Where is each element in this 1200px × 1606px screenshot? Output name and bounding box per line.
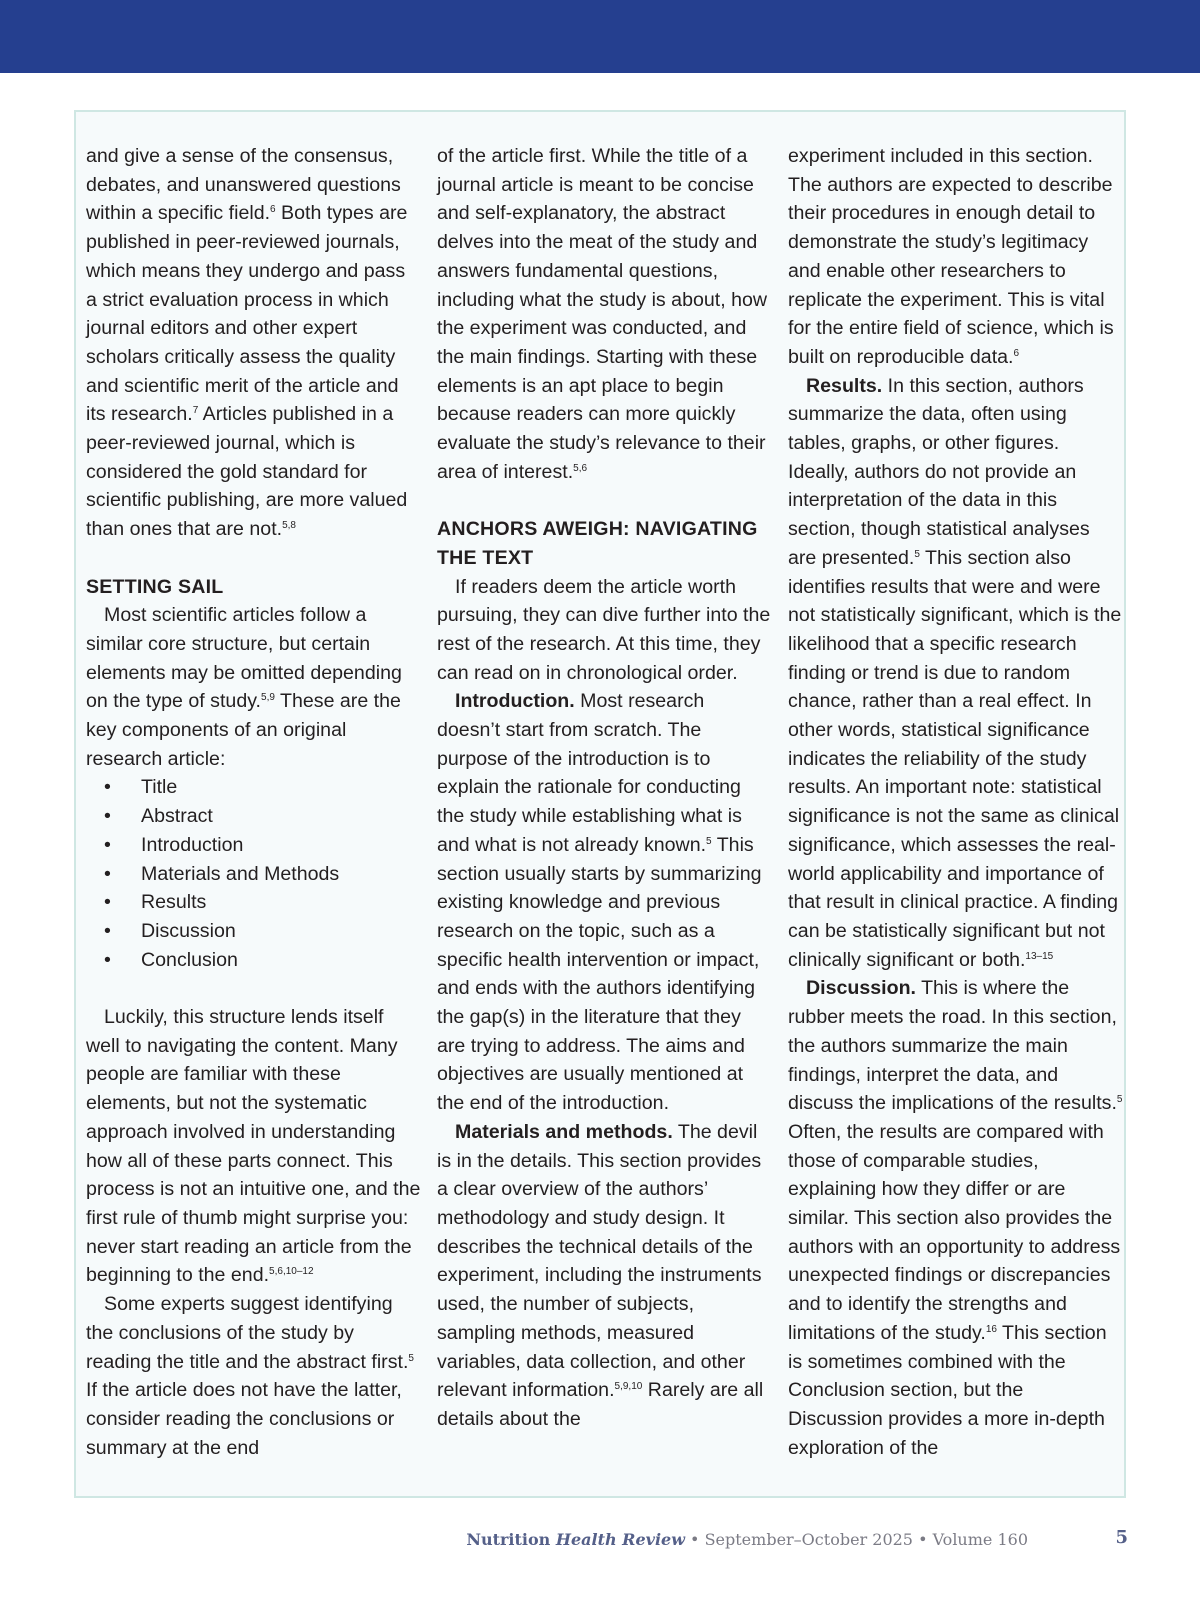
list-item: • Materials and Methods bbox=[86, 860, 421, 889]
citation: 5,9 bbox=[261, 692, 275, 704]
page-number: 5 bbox=[1115, 1527, 1128, 1548]
citation: 5 bbox=[706, 835, 712, 847]
list-item: • Title bbox=[86, 773, 421, 802]
components-list bbox=[86, 773, 421, 974]
list-item: • Conclusion bbox=[86, 946, 421, 975]
list-item: • Results bbox=[86, 888, 421, 917]
paragraph: Most scientific articles follow a similar core structure, but certain elements may be omitted depending on the type of study.$^{5,9}$ These are the key components of an original research article: bbox=[86, 604, 402, 770]
citation: 16 bbox=[985, 1323, 997, 1335]
subsection-label: Introduction. bbox=[455, 690, 575, 713]
citation: 7 bbox=[192, 405, 199, 417]
citation: 6 bbox=[1013, 347, 1020, 359]
citation: 5,6,10–12 bbox=[269, 1266, 314, 1278]
section-heading: SETTING SAIL bbox=[86, 575, 224, 598]
volume: Volume 160 bbox=[932, 1530, 1028, 1549]
paragraph: Materials and methods. The devil is in the details. This section provides a clear overview of the authors’ methodology and study design. It describes the technical details of the experiment, including the instruments used, the number of subjects, sampling methods, measured variables, data collection, and other relevant information.$^{5,9,10}$ Rarely are all details about the bbox=[437, 1120, 764, 1430]
bullet-icon: • bbox=[104, 776, 111, 799]
paragraph: Introduction. Most research doesn’t start from scratch. The purpose of the introduction is to explain the rationale for conducting the study while establishing what is and what is not already known.$^5$ This section usually starts by summarizing existing knowledge and previous research on the topic, such as a specific health intervention or impact, and ends with the authors identifying the gap(s) in the literature that they are trying to address. The aims and objectives are usually mentioned at the end of the introduction. bbox=[437, 690, 762, 1115]
column-2 bbox=[437, 142, 772, 1434]
citation: 5,9,10 bbox=[614, 1381, 643, 1393]
magazine-title: Nutrition Health Review bbox=[466, 1530, 685, 1549]
paragraph: Luckily, this structure lends itself well to navigating the content. Many people are familiar with these elements, but not the systematic approach involved in understanding how all of these parts connect. This process is not an intuitive one, and the first rule of thumb might surprise you: never start reading an article from the beginning to the end.$^{5,6,10-12}$ bbox=[86, 1006, 421, 1287]
citation: 13–15 bbox=[1025, 950, 1054, 962]
bullet-icon: • bbox=[104, 862, 111, 885]
issue-date: September–October 2025 bbox=[704, 1530, 913, 1549]
bullet-icon: • bbox=[104, 948, 111, 971]
paragraph: and give a sense of the consensus, debates, and unanswered questions within a specific field.$^6$ Both types are published in peer-reviewed journals, which means they undergo and pass a strict evaluation process in which journal editors and other expert scholars critically assess the quality and scientific merit of the article and its research.$^7$ Articles published in a peer-reviewed journal, which is considered the gold standard for scientific publishing, are more valued than ones that are not.$^{5,8}$ bbox=[86, 145, 408, 541]
header-band bbox=[0, 0, 1200, 73]
paragraph: Results. In this section, authors summarize the data, often using tables, graphs, or other figures. Ideally, authors do not provide an interpretation of the data in this section, though statistical analyses are presented.$^5$ This section also identifies results that were and were not statistically significant, which is the likelihood that a specific research finding or trend is due to random chance, rather than a real effect. In other words, statistical significance indicates the reliability of the study results. An important note: statistical significance is not the same as clinical significance, which assesses the real-world applicability and importance of that result in clinical practice. A finding can be statistically significant but not clinically significant or both.$^{13-15}$ bbox=[788, 374, 1122, 971]
section-heading: ANCHORS AWEIGH: NAVIGATING THE TEXT bbox=[437, 518, 758, 569]
list-item: • Abstract bbox=[86, 802, 421, 831]
citation: 5,6 bbox=[573, 462, 588, 474]
paragraph: experiment included in this section. The authors are expected to describe their procedures in enough detail to demonstrate the study’s legitimacy and enable other researchers to replicate the experiment. This is vital for the entire field of science, which is built on reproducible data.$^6$ bbox=[788, 145, 1114, 368]
subsection-label: Discussion. bbox=[806, 977, 916, 1000]
page-footer: Nutrition Health Review • September–October 2025 • Volume 160 bbox=[466, 1530, 1028, 1549]
column-3 bbox=[788, 142, 1123, 1462]
bullet-icon: • bbox=[104, 891, 111, 914]
paragraph: Discussion. This is where the rubber meets the road. In this section, the authors summarize the main findings, interpret the data, and discuss the implications of the results.$^5$ Often, the results are compared with those of comparable studies, explaining how they differ or are similar. This section also provides the authors with an opportunity to address unexpected findings or discrepancies and to identify the strengths and limitations of the study.$^{16}$ This section is sometimes combined with the Conclusion section, but the Discussion provides a more in-depth exploration of the bbox=[788, 977, 1123, 1459]
citation: 6 bbox=[270, 204, 276, 216]
list-item: • Introduction bbox=[86, 831, 421, 860]
article-panel bbox=[74, 110, 1126, 1498]
subsection-label: Materials and methods. bbox=[455, 1120, 673, 1143]
bullet-icon: • bbox=[104, 805, 111, 828]
citation: 5 bbox=[914, 548, 920, 560]
paragraph: of the article first. While the title of a journal article is meant to be concise and self-explanatory, the abstract delves into the meat of the study and answers fundamental questions, including what the study is about, how the experiment was conducted, and the main findings. Starting with these elements is an apt place to begin because readers can more quickly evaluate the study’s relevance to their area of interest.$^{5,6}$ bbox=[437, 145, 768, 483]
paragraph: Some experts suggest identifying the conclusions of the study by reading the title and the abstract first.$^5$ If the article does not have the latter, consider reading the conclusions or summary at the end bbox=[86, 1293, 414, 1459]
bullet-icon: • bbox=[104, 919, 111, 942]
column-1 bbox=[86, 142, 421, 1462]
citation: 5 bbox=[1116, 1094, 1123, 1106]
paragraph: If readers deem the article worth pursuing, they can dive further into the rest of the research. At this time, they can read on in chronological order. bbox=[437, 575, 771, 684]
bullet-icon: • bbox=[104, 833, 111, 856]
citation: 5,8 bbox=[282, 520, 296, 532]
subsection-label: Results. bbox=[806, 374, 883, 397]
citation: 5 bbox=[408, 1352, 414, 1364]
list-item: • Discussion bbox=[86, 917, 421, 946]
